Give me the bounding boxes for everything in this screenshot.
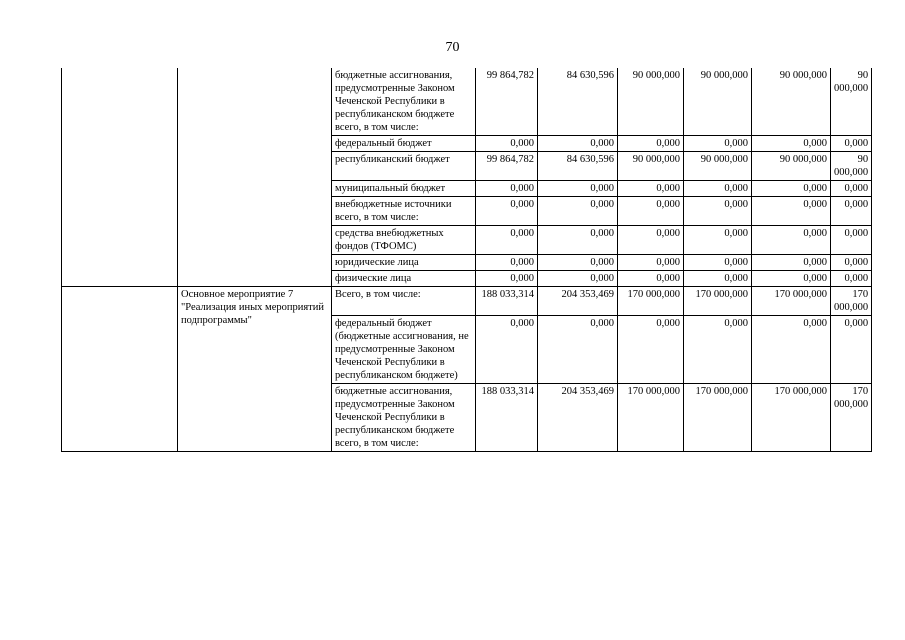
table-row <box>62 68 872 136</box>
amount-cell: 0,000 <box>831 226 872 255</box>
amount-cell: 0,000 <box>618 255 684 271</box>
amount-cell: 0,000 <box>538 316 618 384</box>
amount-cell: 99 864,782 <box>476 68 538 136</box>
amount-cell: 204 353,469 <box>538 384 618 452</box>
amount-cell: 170 000,000 <box>684 287 752 316</box>
program-cell <box>62 287 178 452</box>
funding-source-cell: федеральный бюджет <box>332 136 476 152</box>
funding-source-cell: муниципальный бюджет <box>332 181 476 197</box>
amount-cell: 0,000 <box>618 181 684 197</box>
amount-cell: 0,000 <box>831 136 872 152</box>
amount-cell: 90 000,000 <box>831 152 872 181</box>
amount-cell: 0,000 <box>752 181 831 197</box>
funding-source-cell: юридические лица <box>332 255 476 271</box>
amount-cell: 0,000 <box>684 316 752 384</box>
amount-cell: 0,000 <box>752 136 831 152</box>
amount-cell: 0,000 <box>538 226 618 255</box>
budget-table <box>61 68 872 452</box>
amount-cell: 0,000 <box>831 181 872 197</box>
amount-cell: 188 033,314 <box>476 287 538 316</box>
amount-cell: 0,000 <box>831 255 872 271</box>
amount-cell: 0,000 <box>476 271 538 287</box>
amount-cell: 170 000,000 <box>752 287 831 316</box>
amount-cell: 170 000,000 <box>831 287 872 316</box>
amount-cell: 0,000 <box>752 316 831 384</box>
amount-cell: 0,000 <box>538 136 618 152</box>
amount-cell: 90 000,000 <box>618 68 684 136</box>
amount-cell: 188 033,314 <box>476 384 538 452</box>
amount-cell: 0,000 <box>476 197 538 226</box>
amount-cell: 99 864,782 <box>476 152 538 181</box>
program-cell <box>62 68 178 287</box>
amount-cell: 0,000 <box>752 271 831 287</box>
amount-cell: 0,000 <box>538 255 618 271</box>
amount-cell: 0,000 <box>684 136 752 152</box>
amount-cell: 0,000 <box>684 226 752 255</box>
funding-source-cell: федеральный бюджет (бюджетные ассигнования, не предусмотренные Законом Чеченской Республики в республиканском бюджете) <box>332 316 476 384</box>
amount-cell: 0,000 <box>538 181 618 197</box>
amount-cell: 170 000,000 <box>684 384 752 452</box>
activity-cell: Основное мероприятие 7 "Реализация иных мероприятий подпрограммы" <box>178 287 332 452</box>
amount-cell: 0,000 <box>618 226 684 255</box>
amount-cell: 0,000 <box>476 255 538 271</box>
amount-cell: 0,000 <box>538 271 618 287</box>
page-number: 70 <box>445 40 460 55</box>
amount-cell: 0,000 <box>618 316 684 384</box>
amount-cell: 90 000,000 <box>752 152 831 181</box>
amount-cell: 0,000 <box>684 197 752 226</box>
table-row <box>62 287 872 316</box>
amount-cell: 0,000 <box>618 136 684 152</box>
amount-cell: 0,000 <box>618 197 684 226</box>
amount-cell: 90 000,000 <box>684 152 752 181</box>
amount-cell: 84 630,596 <box>538 152 618 181</box>
funding-source-cell: физические лица <box>332 271 476 287</box>
amount-cell: 0,000 <box>752 197 831 226</box>
funding-source-cell: Всего, в том числе: <box>332 287 476 316</box>
amount-cell: 90 000,000 <box>752 68 831 136</box>
funding-source-cell: бюджетные ассигнования, предусмотренные Законом Чеченской Республики в республиканском бюджете всего, в том числе: <box>332 384 476 452</box>
activity-cell <box>178 68 332 287</box>
funding-source-cell: республиканский бюджет <box>332 152 476 181</box>
funding-source-cell: внебюджетные источники всего, в том числе: <box>332 197 476 226</box>
amount-cell: 170 000,000 <box>618 287 684 316</box>
amount-cell: 0,000 <box>476 316 538 384</box>
amount-cell: 90 000,000 <box>618 152 684 181</box>
amount-cell: 0,000 <box>684 271 752 287</box>
amount-cell: 0,000 <box>476 226 538 255</box>
amount-cell: 204 353,469 <box>538 287 618 316</box>
amount-cell: 0,000 <box>684 255 752 271</box>
amount-cell: 0,000 <box>752 255 831 271</box>
amount-cell: 170 000,000 <box>831 384 872 452</box>
amount-cell: 90 000,000 <box>684 68 752 136</box>
amount-cell: 170 000,000 <box>752 384 831 452</box>
amount-cell: 0,000 <box>831 271 872 287</box>
amount-cell: 0,000 <box>476 181 538 197</box>
amount-cell: 0,000 <box>618 271 684 287</box>
amount-cell: 170 000,000 <box>618 384 684 452</box>
amount-cell: 0,000 <box>538 197 618 226</box>
amount-cell: 0,000 <box>831 316 872 384</box>
amount-cell: 0,000 <box>752 226 831 255</box>
amount-cell: 0,000 <box>831 197 872 226</box>
amount-cell: 84 630,596 <box>538 68 618 136</box>
amount-cell: 0,000 <box>476 136 538 152</box>
amount-cell: 0,000 <box>684 181 752 197</box>
funding-source-cell: бюджетные ассигнования, предусмотренные Законом Чеченской Республики в республиканском бюджете всего, в том числе: <box>332 68 476 136</box>
amount-cell: 90 000,000 <box>831 68 872 136</box>
funding-source-cell: средства внебюджетных фондов (ТФОМС) <box>332 226 476 255</box>
